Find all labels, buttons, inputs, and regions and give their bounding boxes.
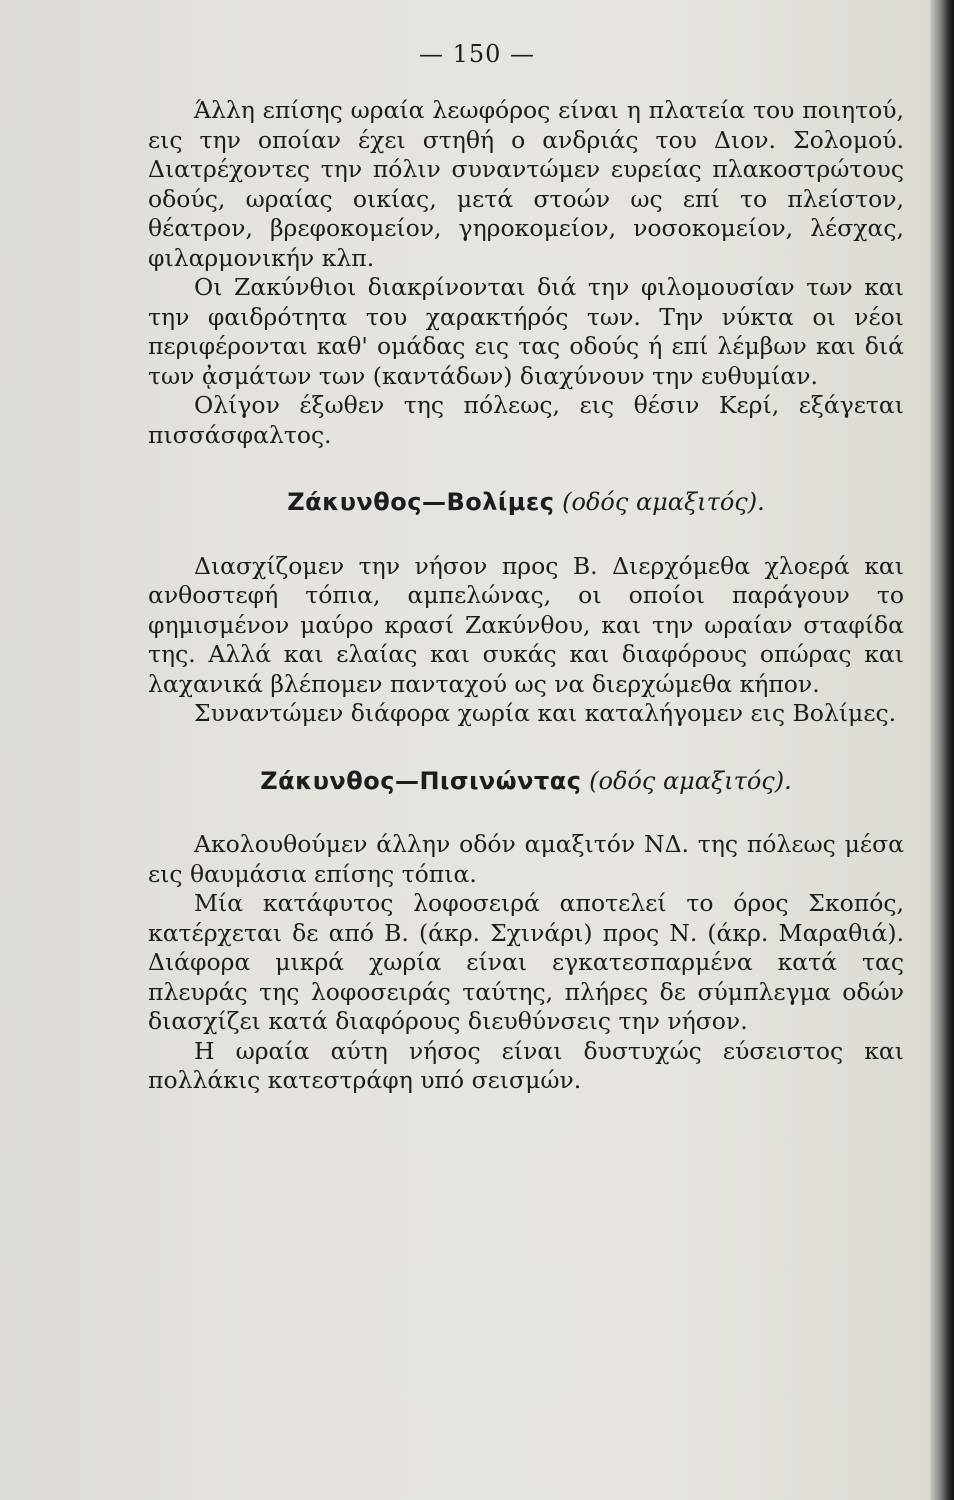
paragraph: Ακολουθούμεν άλλην οδόν αμαξιτόν ΝΔ. της πόλεως μέσα εις θαυμάσια επίσης τόπια. <box>148 830 904 888</box>
paragraph: Συναντώμεν διάφορα χωρία και καταλήγομεν εις Βολίμες. <box>194 699 897 727</box>
paragraph: Διασχίζομεν την νήσον προς Β. Διερχόμεθα χλοερά και ανθοστεφή τόπια, αμπελώνας, οι οποίοι παράγουν το φημισμένον μαύρο κρασί Ζακύνθου, και την ωραίαν σταφίδα της. Αλλά και ελαίας και συκάς και διαφόρους οπώρας και λαχανικά βλέπομεν πανταχού ως να διερχώμεθα κήπον. <box>148 551 904 698</box>
section-heading-title: Ζάκυνθος—Βολίμες <box>287 488 555 516</box>
paragraph: Μία κατάφυτος λοφοσειρά αποτελεί το όρος Σκοπός, κατέρχεται δε από Β. (άκρ. Σχινάρι) προς Ν. (άκρ. Μαραθιά). Διάφορα μικρά χωρία είναι εγκατεσπαρμένα κατά τας πλευράς της λοφοσειράς ταύτης, πλήρες δε σύμπλεγμα οδών διασχίζει κατά διαφόρους διευθύνσεις την νήσον. <box>148 889 904 1035</box>
section-heading-title: Ζάκυνθος—Πισινώντας <box>260 766 582 795</box>
paragraph: Η ωραία αύτη νήσος είναι δυστυχώς εύσειστος και πολλάκις κατεστράφη υπό σεισμών. <box>148 1036 904 1094</box>
page-edge-shadow <box>930 0 954 1500</box>
section-heading-pisinontas <box>148 767 904 797</box>
paragraph: Άλλη επίσης ωραία λεωφόρος είναι η πλατεία του ποιητού, εις την οποίαν έχει στηθή ο ανδριάς του Διον. Σολομού. Διατρέχοντες την πόλιν συναντώμεν ευρείας πλακοστρώτους οδούς, ωραίας οικίας, μετά στοών ως επί το πλείστον, θέατρον, βρεφοκομείον, γηροκομείον, νοσοκομείον, λέσχας, φιλαρμονικήν κλπ. <box>148 96 904 272</box>
paragraph: Ολίγον έξωθεν της πόλεως, εις θέσιν Κερί, εξάγεται πισσάσφαλτος. <box>148 391 904 449</box>
body-text <box>148 96 904 1096</box>
page-number: — 150 — <box>418 40 536 68</box>
section-heading-note: (οδός αμαξιτός). <box>562 488 765 516</box>
section-heading-note: (οδός αμαξιτός). <box>589 766 792 795</box>
section-heading-volimes <box>148 488 904 518</box>
paragraph: Οι Ζακύνθιοι διακρίνονται διά την φιλομουσίαν των και την φαιδρότητα του χαρακτήρός των. Την νύκτα οι νέοι περιφέρονται καθ' ομάδας εις τας οδούς ή επί λέμβων και διά των ᾀσμάτων των (καντάδων) διαχύνουν την ευθυμίαν. <box>148 273 904 390</box>
